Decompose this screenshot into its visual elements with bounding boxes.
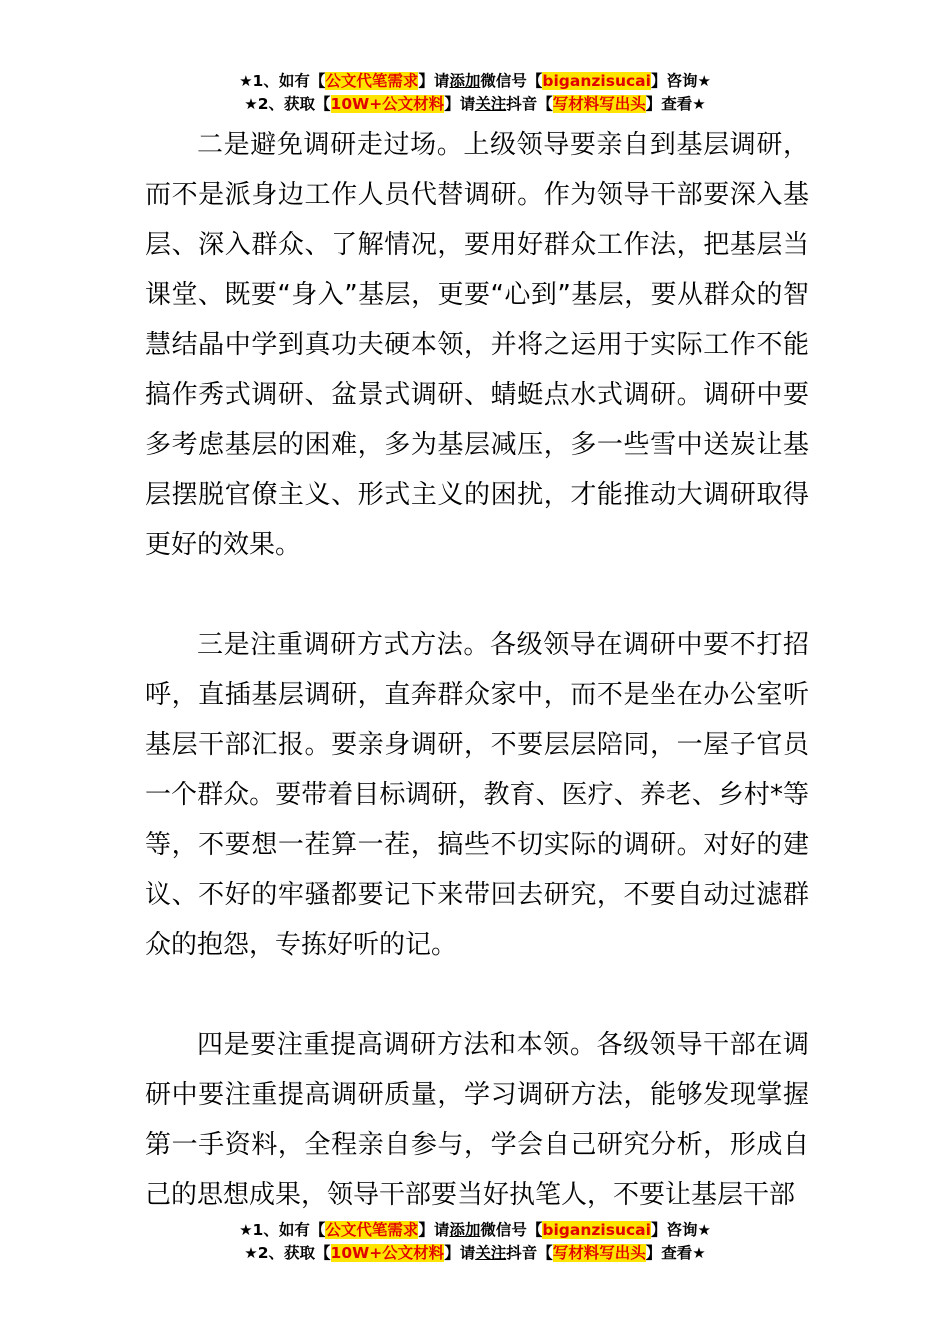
banner-text: 】咨询 (650, 1221, 698, 1239)
star-icon: ★ (244, 1244, 258, 1262)
banner-line-2 (0, 93, 950, 116)
banner-text: 】查看 (645, 95, 693, 113)
paragraph-spacer (145, 570, 809, 620)
douyin-highlight: 写材料写出头 (552, 95, 646, 113)
wechat-id-highlight: biganzisucai (542, 72, 651, 90)
banner-text: 】请 (444, 1244, 476, 1262)
banner-line-1 (0, 70, 950, 93)
underlined-text: 添加 (449, 1221, 481, 1239)
banner-line-1 (0, 1219, 950, 1242)
highlight-text: 10W+公文材料 (330, 95, 445, 113)
star-icon: ★ (697, 1221, 711, 1239)
banner-line-2 (0, 1242, 950, 1265)
star-icon: ★ (239, 72, 253, 90)
star-icon: ★ (239, 1221, 253, 1239)
banner-text: 抖音【 (506, 95, 553, 113)
banner-text: 2、获取【 (257, 1244, 331, 1262)
banner-text: 】请 (418, 72, 450, 90)
paragraph-2: 二是避免调研走过场。上级领导要亲自到基层调研，而不是派身边工作人员代替调研。作为领导干部要深入基层、深入群众、了解情况，要用好群众工作法，把基层当课堂、既要“身入”基层，更要“心到”基层，要从群众的智慧结晶中学到真功夫硬本领，并将之运用于实际工作不能搞作秀式调研、盆景式调研、蜻蜓点水式调研。调研中要多考虑基层的困难，多为基层减压，多一些雪中送炭让基层摆脱官僚主义、形式主义的困扰，才能推动大调研取得更好的效果。 (145, 130, 809, 560)
banner-text: 】请 (418, 1221, 450, 1239)
banner-text: 2、获取【 (257, 95, 331, 113)
douyin-highlight: 写材料写出头 (552, 1244, 646, 1262)
footer-banner (0, 1219, 950, 1265)
header-banner (0, 70, 950, 116)
star-icon: ★ (244, 95, 258, 113)
star-icon: ★ (692, 95, 706, 113)
paragraph-4: 四是要注重提高调研方法和本领。各级领导干部在调研中要注重提高调研质量，学习调研方法，能够发现掌握第一手资料，全程亲自参与，学会自己研究分析，形成自己的思想成果，领导干部要当好执笔人，不要让基层干部 (145, 1030, 809, 1210)
banner-text: 微信号【 (480, 72, 543, 90)
star-icon: ★ (692, 1244, 706, 1262)
wechat-id-highlight: biganzisucai (542, 1221, 651, 1239)
underlined-text: 添加 (449, 72, 481, 90)
star-icon: ★ (697, 72, 711, 90)
paragraph-3: 三是注重调研方式方法。各级领导在调研中要不打招呼，直插基层调研，直奔群众家中，而不是坐在办公室听基层干部汇报。要亲身调研，不要层层陪同，一屋子官员一个群众。要带着目标调研，教育、医疗、养老、乡村*等等，不要想一茬算一茬，搞些不切实际的调研。对好的建议、不好的牢骚都要记下来带回去研究，不要自动过滤群众的抱怨，专拣好听的记。 (145, 630, 809, 960)
underlined-text: 关注 (475, 1244, 507, 1262)
highlight-text: 公文代笔需求 (325, 72, 419, 90)
banner-text: 抖音【 (506, 1244, 553, 1262)
highlight-text: 公文代笔需求 (325, 1221, 419, 1239)
underlined-text: 关注 (475, 95, 507, 113)
banner-text: 】查看 (645, 1244, 693, 1262)
banner-text: 微信号【 (480, 1221, 543, 1239)
document-body (145, 120, 809, 1220)
paragraph-spacer (145, 970, 809, 1020)
banner-text: 1、如有【 (252, 72, 326, 90)
banner-text: 1、如有【 (252, 1221, 326, 1239)
banner-text: 】请 (444, 95, 476, 113)
highlight-text: 10W+公文材料 (330, 1244, 445, 1262)
banner-text: 】咨询 (650, 72, 698, 90)
